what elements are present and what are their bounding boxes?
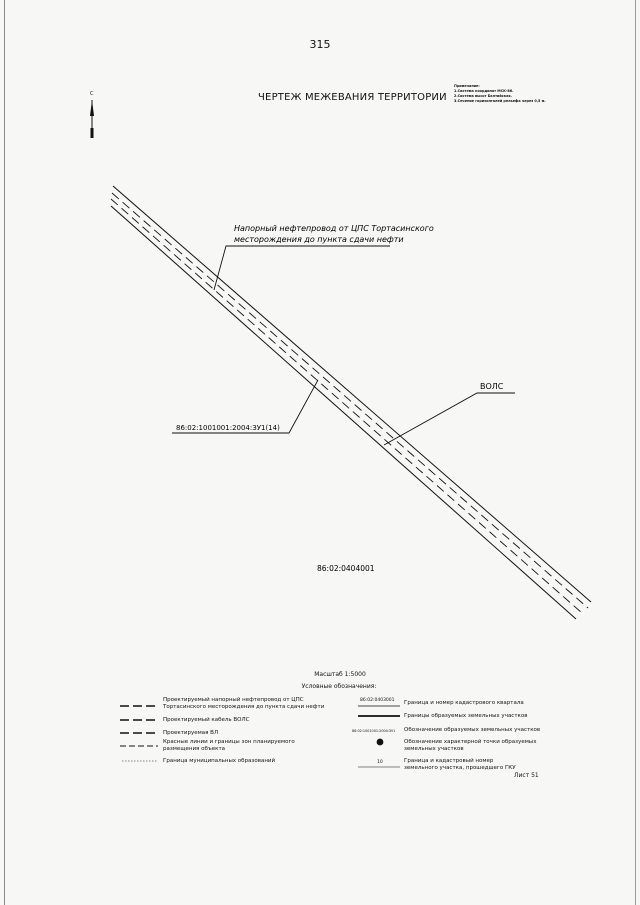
legend-item: Проектируемый кабель ВОЛС: [163, 717, 250, 723]
fiber-label: ВОЛС: [480, 382, 504, 391]
legend-item: Граница и кадастровый номер земельного участка, прошедшего ГКУ: [404, 758, 516, 771]
pipeline-leader: [214, 246, 390, 290]
legend-item: Красные линии и границы зон планируемого размещения объекта: [163, 739, 295, 752]
legend-sample-quarter-number: 86:02:0403001: [360, 698, 395, 703]
legend-sample-point-icon: [377, 739, 384, 746]
notes-heading: Примечание:: [454, 84, 480, 88]
parcel-label: 86:02:1001001:2004:ЗУ1(14): [176, 424, 280, 432]
pipeline-line: [111, 199, 582, 613]
corridor-boundary-upper: [113, 186, 591, 602]
north-letter: С: [90, 91, 94, 97]
cadastral-quarter-label: 86:02:0404001: [317, 564, 375, 573]
legend-title: Условные обозначения:: [301, 683, 377, 690]
legend-item: Проектируемый напорный нефтепровод от ЦПС Тортасинского месторождения до пункта сдачи нефти: [163, 697, 325, 710]
legend-item: Обозначение образуемых земельных участков: [404, 727, 541, 733]
note-item: 1.Система координат МСК-86.: [454, 89, 514, 93]
corridor-boundary-lower: [111, 206, 576, 619]
legend-item: Обозначение характерной точки образуемых земельных участков: [404, 739, 537, 752]
fiber-leader: [384, 393, 515, 445]
pipeline-label-line2: месторождения до пункта сдачи нефти: [234, 235, 404, 244]
note-item: 2.Система высот Балтийская.: [454, 94, 512, 98]
fiber-cable-line: [112, 193, 588, 608]
pipeline-label-line1: Напорный нефтепровод от ЦПС Тортасинского: [234, 224, 434, 233]
legend-item: Границы образуемых земельных участков: [404, 713, 528, 719]
legend-item: Граница муниципальных образований: [163, 758, 276, 764]
page-number: 315: [309, 38, 331, 51]
scale-text: Масштаб 1:5000: [314, 671, 366, 678]
note-item: 3.Сечение горизонталей рельефа через 0,5 м.: [454, 99, 546, 103]
legend-sample-parcel-number: 86:02:1001001:2004:ЗУ1: [352, 729, 396, 733]
page-title: ЧЕРТЕЖ МЕЖЕВАНИЯ ТЕРРИТОРИИ: [258, 92, 447, 103]
legend-item: Граница и номер кадастрового квартала: [404, 700, 524, 706]
legend-item: Проектируемая ВЛ: [163, 730, 219, 736]
legend-sample-parcel-code: 10: [377, 760, 383, 765]
sheet-number: Лист 51: [514, 772, 539, 779]
